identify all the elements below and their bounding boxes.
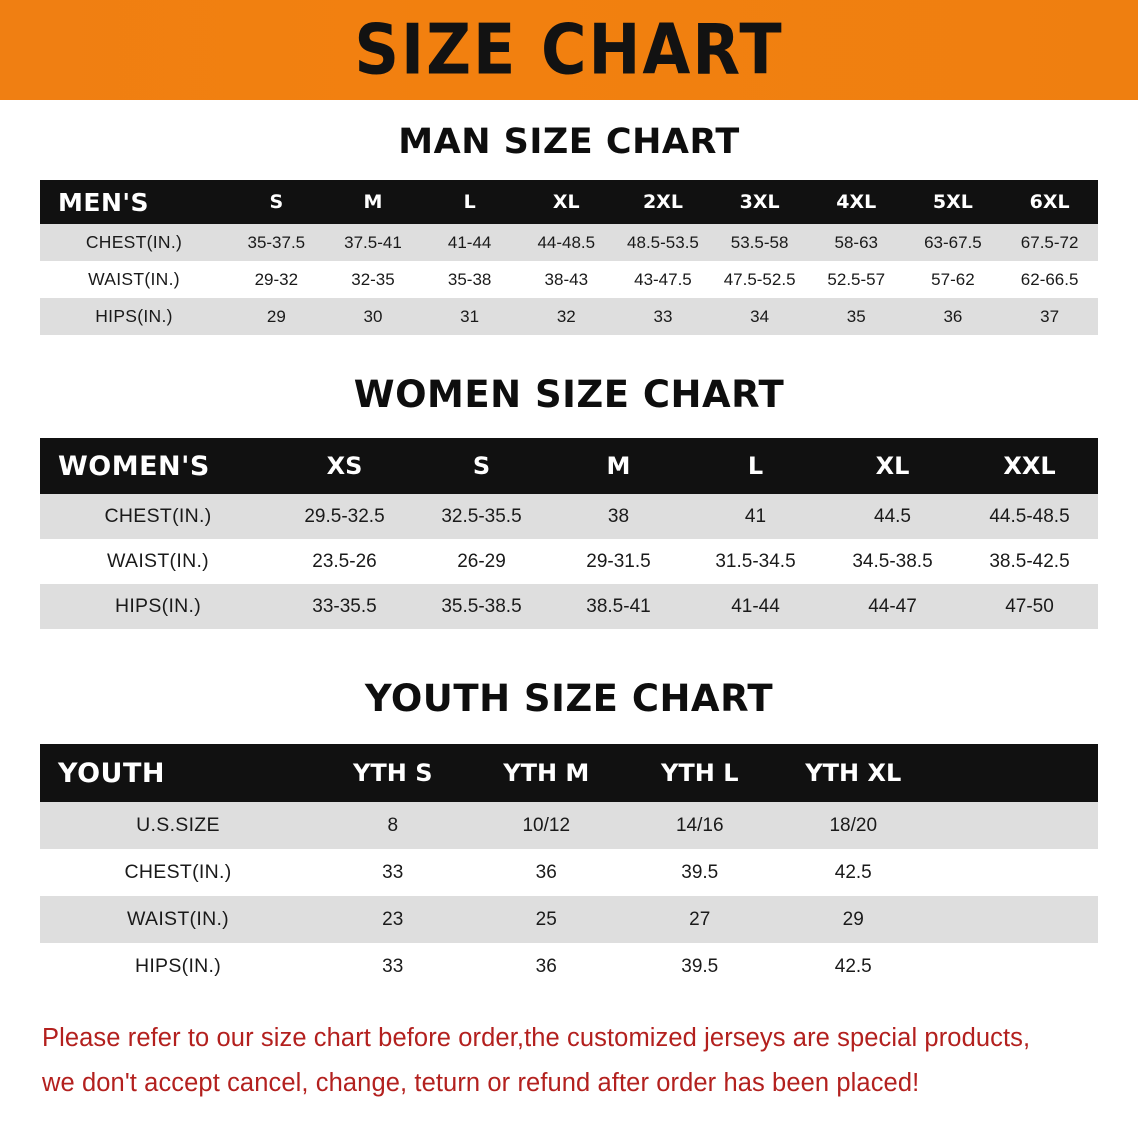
table-cell: 34 [711, 298, 808, 335]
table-cell: 42.5 [777, 849, 931, 896]
table-row [40, 849, 1098, 896]
table-cell: 44.5 [824, 494, 961, 539]
table-cell: 42.5 [777, 943, 931, 990]
table-cell: 44-48.5 [518, 224, 615, 261]
table-cell: 34.5-38.5 [824, 539, 961, 584]
table-cell: 10/12 [470, 802, 624, 849]
table-row [40, 802, 1098, 849]
table-cell: 67.5-72 [1001, 224, 1098, 261]
youth-col-header: YTH S [316, 744, 470, 802]
man-col-header: L [421, 180, 518, 224]
table-cell: 62-66.5 [1001, 261, 1098, 298]
table-cell-spacer [930, 943, 1098, 990]
women-header-label: WOMEN'S [40, 438, 276, 494]
policy-note-line-1: Please refer to our size chart before order,the customized jerseys are special products, [42, 1024, 1031, 1052]
youth-col-header: YTH M [470, 744, 624, 802]
table-cell: 41-44 [421, 224, 518, 261]
youth-col-header: YTH L [623, 744, 777, 802]
man-col-header: 3XL [711, 180, 808, 224]
table-cell: 36 [905, 298, 1002, 335]
table-cell: 38.5-42.5 [961, 539, 1098, 584]
table-cell: 38 [550, 494, 687, 539]
table-cell: 30 [325, 298, 422, 335]
table-cell: 18/20 [777, 802, 931, 849]
table-cell: 29 [777, 896, 931, 943]
table-header-row [40, 744, 1098, 802]
table-cell-spacer [930, 802, 1098, 849]
row-label: CHEST(IN.) [40, 494, 276, 539]
table-cell: 36 [470, 943, 624, 990]
table-cell: 35-38 [421, 261, 518, 298]
row-label: CHEST(IN.) [40, 224, 228, 261]
women-col-header: XL [824, 438, 961, 494]
table-row [40, 943, 1098, 990]
table-cell: 33 [615, 298, 712, 335]
table-cell: 35 [808, 298, 905, 335]
women-col-header: S [413, 438, 550, 494]
man-col-header: M [325, 180, 422, 224]
row-label: HIPS(IN.) [40, 943, 316, 990]
table-row [40, 539, 1098, 584]
table-cell: 57-62 [905, 261, 1002, 298]
page-banner [0, 0, 1138, 100]
table-cell: 33-35.5 [276, 584, 413, 629]
table-cell: 43-47.5 [615, 261, 712, 298]
row-label: HIPS(IN.) [40, 298, 228, 335]
women-col-header: XS [276, 438, 413, 494]
table-cell: 33 [316, 943, 470, 990]
youth-section-title: YOUTH SIZE CHART [364, 677, 774, 720]
man-col-header: 4XL [808, 180, 905, 224]
table-cell: 38.5-41 [550, 584, 687, 629]
row-label: CHEST(IN.) [40, 849, 316, 896]
table-cell: 47.5-52.5 [711, 261, 808, 298]
table-cell: 26-29 [413, 539, 550, 584]
man-table-wrap [40, 180, 1098, 335]
page-title: SIZE CHART [354, 8, 784, 91]
table-cell: 25 [470, 896, 624, 943]
table-cell: 58-63 [808, 224, 905, 261]
table-cell: 29-31.5 [550, 539, 687, 584]
man-section-title: MAN SIZE CHART [398, 122, 740, 162]
man-table-body [40, 224, 1098, 335]
table-cell: 35.5-38.5 [413, 584, 550, 629]
table-cell: 8 [316, 802, 470, 849]
women-section-title: WOMEN SIZE CHART [353, 373, 785, 416]
row-label: WAIST(IN.) [40, 261, 228, 298]
table-row [40, 224, 1098, 261]
youth-size-table [40, 744, 1098, 990]
row-label: WAIST(IN.) [40, 896, 316, 943]
man-col-header: 6XL [1001, 180, 1098, 224]
table-header-row [40, 180, 1098, 224]
table-cell: 63-67.5 [905, 224, 1002, 261]
table-cell: 33 [316, 849, 470, 896]
man-header-label: MEN'S [40, 180, 228, 224]
row-label: HIPS(IN.) [40, 584, 276, 629]
table-cell: 27 [623, 896, 777, 943]
man-col-header: S [228, 180, 325, 224]
table-row [40, 584, 1098, 629]
table-cell: 37 [1001, 298, 1098, 335]
policy-note-line-2: we don't accept cancel, change, teturn or refund after order has been placed! [42, 1068, 920, 1097]
table-cell-spacer [930, 849, 1098, 896]
man-size-table [40, 180, 1098, 335]
table-cell: 35-37.5 [228, 224, 325, 261]
row-label: U.S.SIZE [40, 802, 316, 849]
table-cell-spacer [930, 896, 1098, 943]
table-cell: 48.5-53.5 [615, 224, 712, 261]
women-size-table [40, 438, 1098, 629]
women-col-header: M [550, 438, 687, 494]
youth-col-header-spacer [930, 744, 1098, 802]
table-cell: 29.5-32.5 [276, 494, 413, 539]
table-cell: 31 [421, 298, 518, 335]
man-col-header: XL [518, 180, 615, 224]
table-cell: 23 [316, 896, 470, 943]
table-cell: 29-32 [228, 261, 325, 298]
table-cell: 41-44 [687, 584, 824, 629]
youth-col-header: YTH XL [777, 744, 931, 802]
women-table-wrap [40, 438, 1098, 629]
table-cell: 37.5-41 [325, 224, 422, 261]
table-cell: 14/16 [623, 802, 777, 849]
table-cell: 38-43 [518, 261, 615, 298]
women-table-body [40, 494, 1098, 629]
row-label: WAIST(IN.) [40, 539, 276, 584]
youth-header-label: YOUTH [40, 744, 316, 802]
table-cell: 32.5-35.5 [413, 494, 550, 539]
women-table-head [40, 438, 1098, 494]
youth-table-head [40, 744, 1098, 802]
man-col-header: 5XL [905, 180, 1002, 224]
table-cell: 41 [687, 494, 824, 539]
table-cell: 36 [470, 849, 624, 896]
table-cell: 31.5-34.5 [687, 539, 824, 584]
youth-table-body [40, 802, 1098, 990]
table-cell: 44.5-48.5 [961, 494, 1098, 539]
table-cell: 39.5 [623, 943, 777, 990]
table-row [40, 298, 1098, 335]
table-row [40, 494, 1098, 539]
table-row [40, 261, 1098, 298]
table-cell: 44-47 [824, 584, 961, 629]
man-col-header: 2XL [615, 180, 712, 224]
table-cell: 23.5-26 [276, 539, 413, 584]
table-header-row [40, 438, 1098, 494]
table-cell: 32-35 [325, 261, 422, 298]
policy-note [42, 1016, 1096, 1105]
table-cell: 47-50 [961, 584, 1098, 629]
table-cell: 52.5-57 [808, 261, 905, 298]
man-table-head [40, 180, 1098, 224]
table-cell: 32 [518, 298, 615, 335]
youth-table-wrap [40, 744, 1098, 990]
table-row [40, 896, 1098, 943]
women-col-header: XXL [961, 438, 1098, 494]
table-cell: 29 [228, 298, 325, 335]
table-cell: 53.5-58 [711, 224, 808, 261]
table-cell: 39.5 [623, 849, 777, 896]
women-col-header: L [687, 438, 824, 494]
